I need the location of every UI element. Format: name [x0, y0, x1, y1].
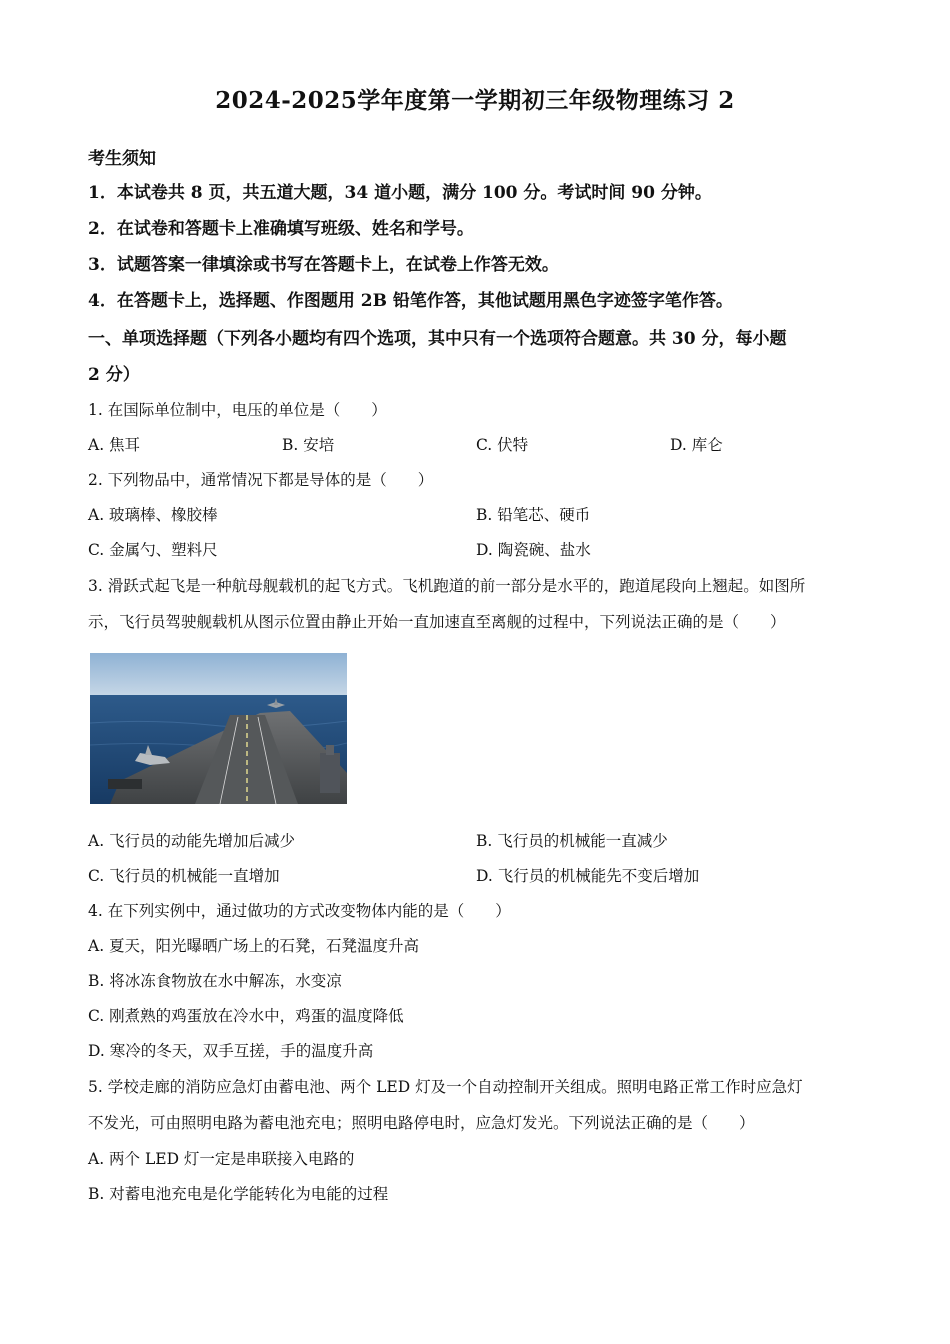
notice-item-1: 1．本试卷共 8 页，共五道大题，34 道小题，满分 100 分。考试时间 90 分钟。 — [88, 183, 712, 203]
question-1-option-d: D. 库仑 — [670, 436, 723, 454]
question-5-stem-line2: 不发光，可由照明电路为蓄电池充电；照明电路停电时，应急灯发光。下列说法正确的是（ ） — [88, 1114, 755, 1132]
question-2-stem: 2. 下列物品中，通常情况下都是导体的是（ ） — [88, 471, 434, 489]
question-3-option-b: B. 飞行员的机械能一直减少 — [476, 832, 668, 850]
question-3-option-c: C. 飞行员的机械能一直增加 — [88, 867, 280, 885]
question-3-stem-line2: 示，飞行员驾驶舰载机从图示位置由静止开始一直加速直至离舰的过程中，下列说法正确的是（ ） — [88, 613, 786, 631]
notice-item-2: 2．在试卷和答题卡上准确填写班级、姓名和学号。 — [88, 219, 474, 239]
question-1-option-b: B. 安培 — [282, 436, 335, 454]
section-heading-line1: 一、单项选择题（下列各小题均有四个选项，其中只有一个选项符合题意。共 30 分，每小题 — [88, 329, 787, 349]
notice-heading: 考生须知 — [88, 149, 156, 169]
question-1-stem: 1. 在国际单位制中，电压的单位是（ ） — [88, 401, 387, 419]
notice-item-3: 3．试题答案一律填涂或书写在答题卡上，在试卷上作答无效。 — [88, 255, 559, 275]
question-5-stem-line1: 5. 学校走廊的消防应急灯由蓄电池、两个 LED 灯及一个自动控制开关组成。照明电路正常工作时应急灯 — [88, 1078, 803, 1096]
question-4-option-d: D. 寒冷的冬天，双手互搓，手的温度升高 — [88, 1042, 374, 1060]
notice-item-4: 4．在答题卡上，选择题、作图题用 2B 铅笔作答，其他试题用黑色字迹签字笔作答。 — [88, 291, 733, 311]
question-2-option-b: B. 铅笔芯、硬币 — [476, 506, 591, 524]
page-title: 2024-2025学年度第一学期初三年级物理练习 2 — [215, 87, 735, 114]
question-5-option-a: A. 两个 LED 灯一定是串联接入电路的 — [88, 1150, 355, 1168]
question-3-option-d: D. 飞行员的机械能先不变后增加 — [476, 867, 700, 885]
question-4-option-c: C. 刚煮熟的鸡蛋放在冷水中，鸡蛋的温度降低 — [88, 1007, 404, 1025]
section-heading-line2: 2 分） — [88, 365, 140, 385]
aircraft-carrier-photo — [90, 653, 347, 804]
question-4-stem: 4. 在下列实例中，通过做功的方式改变物体内能的是（ ） — [88, 902, 511, 920]
question-3-option-a: A. 飞行员的动能先增加后减少 — [88, 832, 296, 850]
question-1-option-c: C. 伏特 — [476, 436, 529, 454]
question-4-option-a: A. 夏天，阳光曝晒广场上的石凳，石凳温度升高 — [88, 937, 420, 955]
question-5-option-b: B. 对蓄电池充电是化学能转化为电能的过程 — [88, 1185, 389, 1203]
question-2-option-c: C. 金属勺、塑料尺 — [88, 541, 218, 559]
question-4-option-b: B. 将冰冻食物放在水中解冻，水变凉 — [88, 972, 342, 990]
question-1-option-a: A. 焦耳 — [88, 436, 141, 454]
question-3-stem-line1: 3. 滑跃式起飞是一种航母舰载机的起飞方式。飞机跑道的前一部分是水平的，跑道尾段向上翘起。如图所 — [88, 577, 806, 595]
question-2-option-d: D. 陶瓷碗、盐水 — [476, 541, 591, 559]
question-2-option-a: A. 玻璃棒、橡胶棒 — [88, 506, 218, 524]
